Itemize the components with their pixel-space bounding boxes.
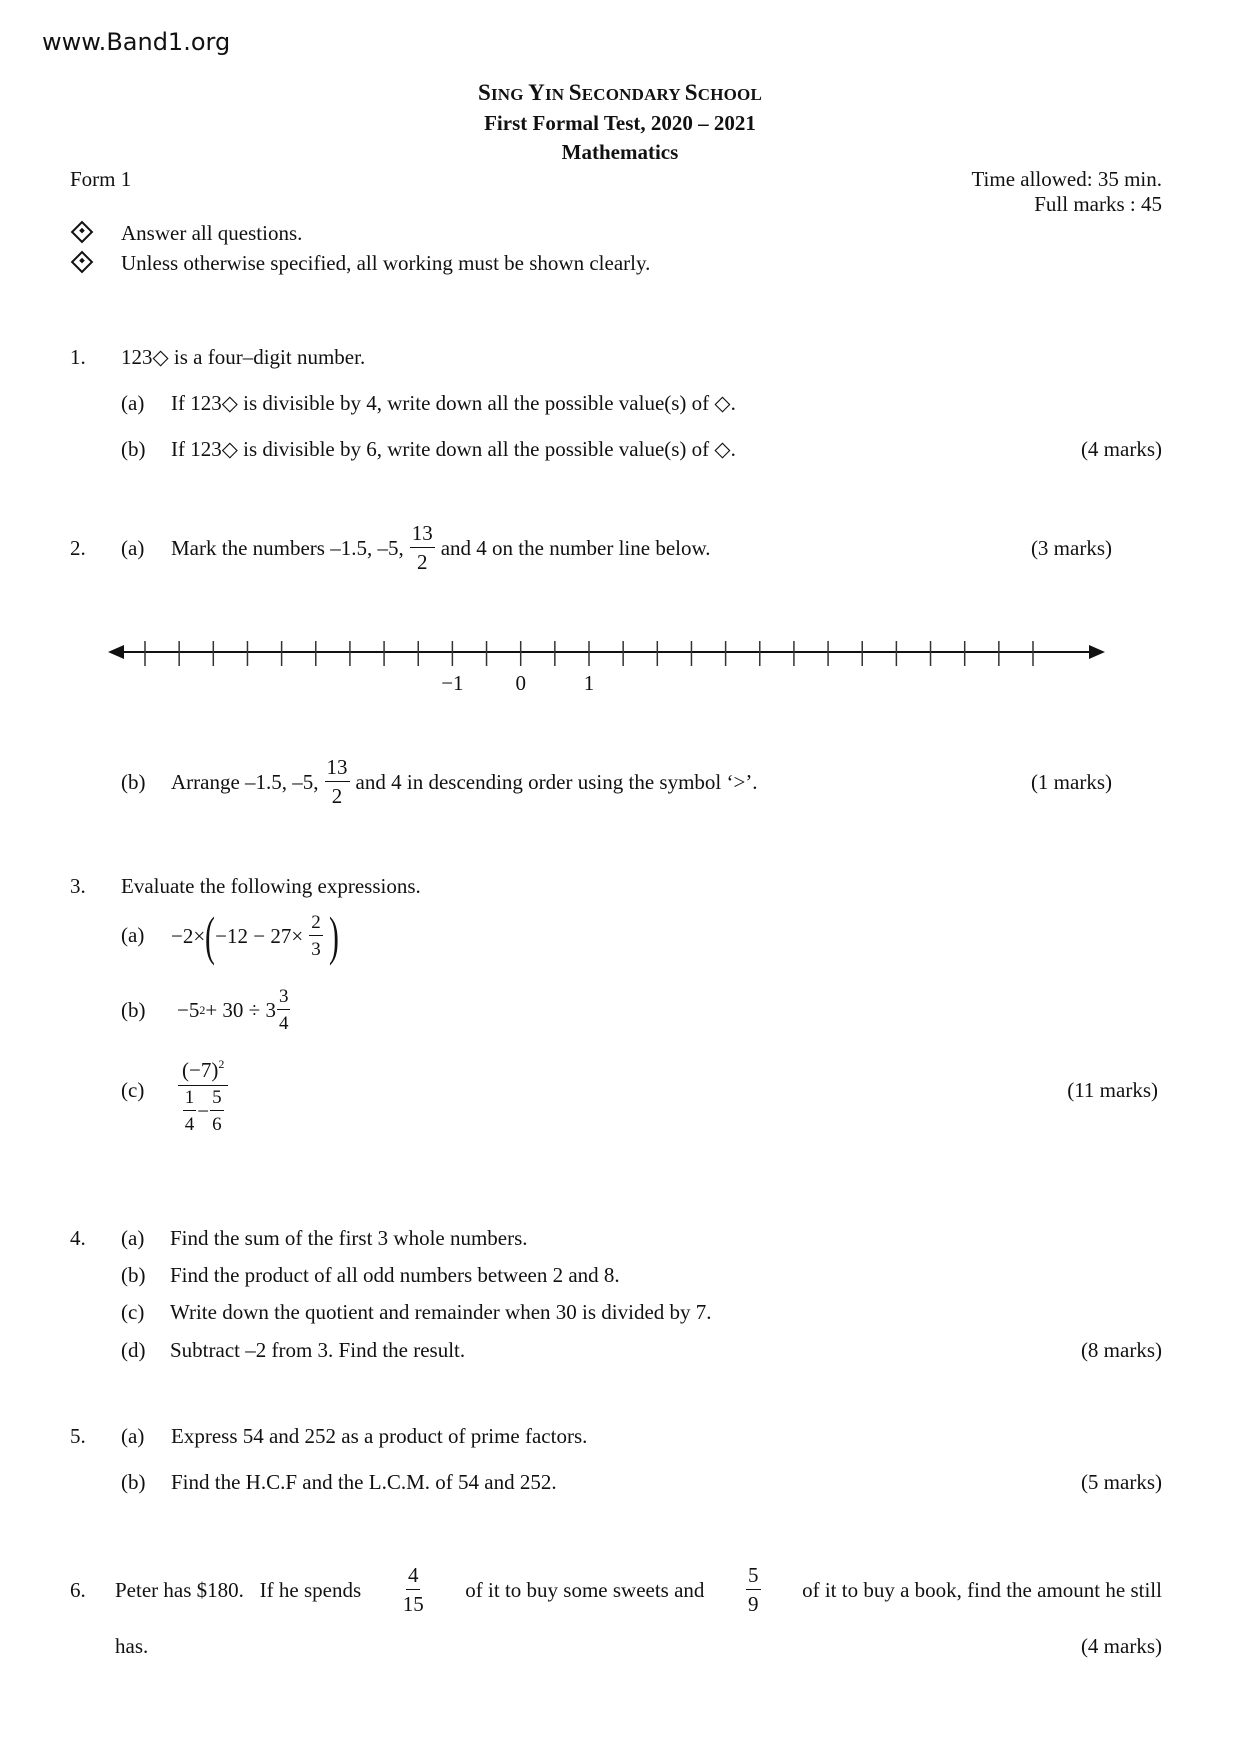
q6-marks: (4 marks) [1080, 1634, 1162, 1658]
q1b-text: If 123◇ is divisible by 6, write down all the possible value(s) of ◇. [171, 437, 736, 461]
q2a-marks: (3 marks) [1030, 536, 1112, 560]
q4d-label: (d) [121, 1338, 146, 1362]
q3a-expression: −2× ( −12 − 27× $\frac{2}{3}$ ) [171, 906, 339, 966]
right-paren: ) [328, 906, 339, 966]
q5b-label: (b) [121, 1470, 146, 1494]
left-paren: ( [205, 906, 216, 966]
q4b-label: (b) [121, 1263, 146, 1287]
q4-marks: (8 marks) [1080, 1338, 1162, 1362]
q5-number: 5. [70, 1424, 86, 1448]
school-name-part: SECONDARY [568, 80, 685, 105]
q2a-label: (a) [121, 536, 145, 560]
q4a-text: Find the sum of the first 3 whole numbers. [170, 1226, 528, 1250]
website-watermark: www.Band1.org [42, 28, 231, 56]
q1-marks: (4 marks) [1080, 437, 1162, 461]
q3c-numerator: $(-7)^2$ [178, 1058, 228, 1086]
q1-stem: 123◇ is a four–digit number. [121, 345, 366, 369]
q3c-label: (c) [121, 1078, 145, 1102]
diamond-symbol-icon: ◇ [221, 437, 238, 461]
q4c-label: (c) [121, 1300, 145, 1324]
fraction-13-over-2: $\frac{13}{2}$ [411, 521, 433, 574]
diamond-symbol-icon: ◇ [221, 391, 238, 415]
fraction-5-over-6: $\frac{5}{6}$ [212, 1087, 222, 1136]
full-marks: Full marks : 45 [1034, 192, 1162, 216]
diamond-symbol-icon: ◇ [714, 437, 731, 461]
school-name-part: SING [477, 80, 529, 105]
instruction-item [74, 221, 303, 246]
number-line-label: 1 [583, 671, 595, 695]
fraction-5-over-9: $\frac{5}{9}$ [748, 1563, 759, 1616]
q3c-denominator: $\frac{1}{4}$ − $\frac{5}{6}$ [184, 1087, 222, 1136]
instruction-text: Unless otherwise specified, all working must be shown clearly. [121, 251, 651, 275]
diamond-symbol-icon: ◇ [152, 345, 169, 369]
q6-number: 6. [70, 1578, 86, 1602]
form-label: Form 1 [70, 167, 132, 191]
q3b-expression: −5 2 + 30 ÷ 3 $\frac{3}{4}$ [177, 986, 289, 1034]
fraction-2-over-3: $\frac{2}{3}$ [311, 912, 321, 960]
instruction-item [74, 251, 651, 276]
q5-marks: (5 marks) [1080, 1470, 1162, 1494]
q3c-expression [178, 1058, 228, 1134]
q3a-label: (a) [121, 923, 145, 947]
test-title: First Formal Test, 2020 – 2021 [484, 111, 756, 135]
q2b-text: Arrange –1.5, –5, $\frac{13}{2}$ and 4 in descending order using the symbol ‘>’. [171, 755, 758, 808]
school-name-part: YIN [528, 80, 569, 105]
q1b-label: (b) [121, 437, 146, 461]
q1-number: 1. [70, 345, 86, 369]
q5b-text: Find the H.C.F and the L.C.M. of 54 and 252. [171, 1470, 557, 1494]
q3-marks: (11 marks) [1067, 1078, 1158, 1102]
q2-number: 2. [70, 536, 86, 560]
number-line [100, 620, 1120, 700]
q4c-text: Write down the quotient and remainder when 30 is divided by 7. [170, 1300, 712, 1324]
diamond-bullet-icon [71, 251, 94, 274]
q4-number: 4. [70, 1226, 86, 1250]
q3-stem: Evaluate the following expressions. [121, 874, 421, 898]
fraction-13-over-2: $\frac{13}{2}$ [326, 755, 348, 808]
fraction-3-over-4: $\frac{3}{4}$ [278, 986, 289, 1034]
right-arrow-icon [1089, 645, 1105, 659]
diamond-bullet-icon [71, 221, 94, 244]
q5a-text: Express 54 and 252 as a product of prime factors. [171, 1424, 588, 1448]
q6-text-continued: has. [115, 1634, 149, 1658]
q4a-label: (a) [121, 1226, 145, 1250]
q4d-text: Subtract –2 from 3. Find the result. [170, 1338, 466, 1362]
school-name-part: SCHOOL [684, 80, 763, 105]
diamond-symbol-icon: ◇ [714, 391, 731, 415]
q3b-label: (b) [121, 998, 146, 1022]
number-line-label: −1 [441, 671, 464, 695]
q6-text: Peter has $180. If he spends $\frac{4}{15}$ of it to buy some sweets and $\frac{5}{9}$ of it to buy a book, find the amount he still [115, 1563, 1162, 1616]
number-line-label: 0 [515, 671, 526, 695]
q2b-label: (b) [121, 770, 146, 794]
fraction-4-over-15: $\frac{4}{15}$ [402, 1563, 424, 1616]
subject-title: Mathematics [561, 140, 679, 164]
time-allowed: Time allowed: 35 min. [971, 167, 1162, 191]
q1a-label: (a) [121, 391, 145, 415]
left-arrow-icon [108, 645, 124, 659]
school-name [0, 80, 1240, 106]
q1a-text: If 123◇ is divisible by 4, write down all the possible value(s) of ◇. [171, 391, 736, 415]
q3-number: 3. [70, 874, 86, 898]
instruction-text: Answer all questions. [121, 221, 303, 245]
fraction-1-over-4: $\frac{1}{4}$ [184, 1087, 195, 1136]
q2b-marks: (1 marks) [1030, 770, 1112, 794]
q4b-text: Find the product of all odd numbers between 2 and 8. [170, 1263, 620, 1287]
q5a-label: (a) [121, 1424, 145, 1448]
q2a-text: Mark the numbers –1.5, –5, $\frac{13}{2}$ and 4 on the number line below. [171, 521, 711, 574]
